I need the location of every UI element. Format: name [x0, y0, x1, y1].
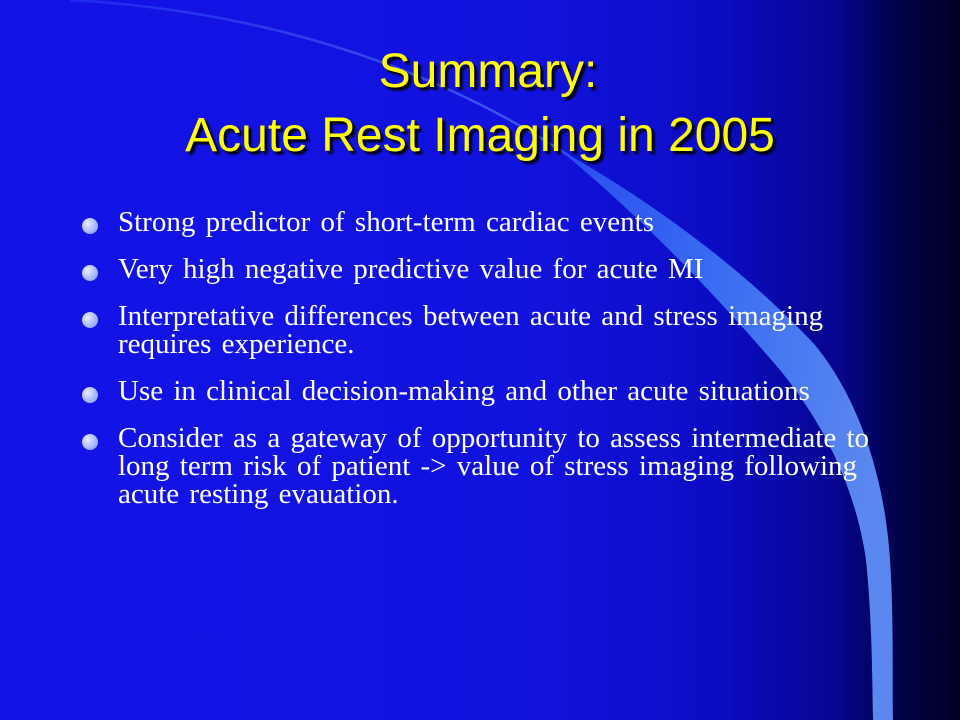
title-line-1: Summary: [378, 45, 598, 98]
bullet-list [80, 208, 870, 527]
bullet-text: Consider as a gateway of opportunity to assess intermediate to long term risk of patient -> value of stress imaging following acute resting evauation. [118, 422, 870, 510]
bullet-text: Interpretative differences between acute and stress imaging requires experience. [118, 300, 824, 360]
bullet-item [80, 208, 870, 236]
bullet-text: Very high negative predictive value for acute MI [118, 253, 704, 285]
bullet-dot-icon [82, 312, 98, 328]
bullet-item [80, 377, 870, 405]
bullet-dot-icon [82, 218, 98, 234]
bullet-text: Use in clinical decision-making and other acute situations [118, 375, 810, 407]
bullet-dot-icon [82, 387, 98, 403]
bullet-dot-icon [82, 265, 98, 281]
bullet-item [80, 302, 870, 358]
bullet-dot-icon [82, 434, 98, 450]
bullet-text: Strong predictor of short-term cardiac events [118, 206, 655, 238]
title-line-2: Acute Rest Imaging in 2005 [185, 109, 775, 162]
slide-title [0, 40, 960, 168]
bullet-item [80, 424, 870, 508]
bullet-item [80, 255, 870, 283]
